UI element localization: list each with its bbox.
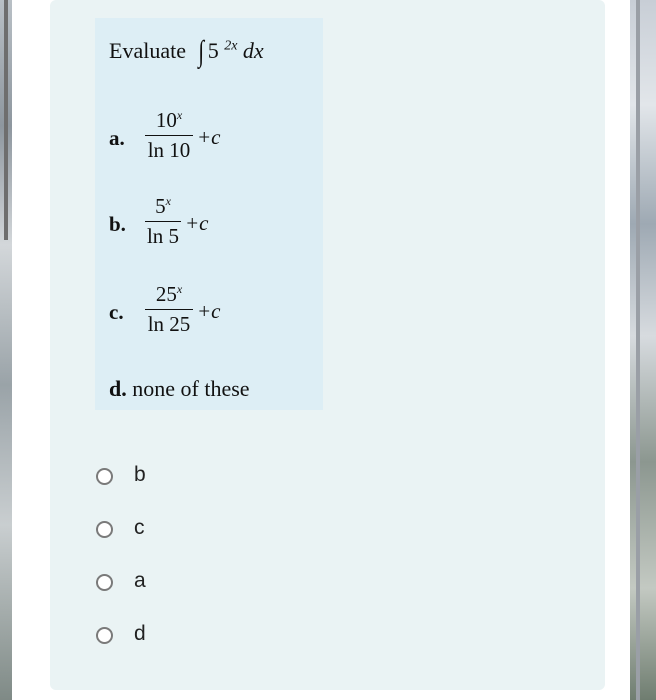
integral-sign: ∫	[198, 35, 205, 68]
numerator-exponent: x	[176, 282, 183, 296]
option-d	[109, 376, 250, 402]
question-prompt	[109, 32, 264, 66]
constant-text: +c	[197, 125, 221, 149]
option-letter: c.	[109, 300, 124, 324]
option-letter: a.	[109, 126, 125, 150]
fraction-denominator: ln 5	[146, 224, 180, 248]
option-d-text: none of these	[132, 376, 250, 401]
fraction-numerator	[145, 194, 181, 219]
radio-button[interactable]	[96, 627, 113, 644]
fraction-numerator	[145, 108, 193, 133]
fraction-bar	[145, 135, 193, 136]
question-image	[95, 18, 323, 410]
constant-text: +c	[185, 211, 209, 235]
answer-choice-b[interactable]	[96, 462, 146, 515]
option-letter: b.	[109, 212, 126, 236]
background-photo-right	[630, 0, 656, 700]
fraction-numerator	[145, 282, 193, 307]
numerator-base: 25	[155, 282, 177, 306]
right-edge-bar	[636, 0, 640, 700]
option-letter: d.	[109, 376, 127, 401]
choice-label[interactable]: d	[134, 622, 146, 645]
option-fraction	[145, 108, 193, 163]
answer-choice-d[interactable]	[96, 621, 146, 674]
left-edge-bar	[4, 0, 8, 240]
fraction-denominator: ln 25	[147, 312, 191, 336]
numerator-exponent: x	[176, 108, 183, 122]
option-constant	[197, 125, 221, 150]
radio-button[interactable]	[96, 468, 113, 485]
integrand-base: 5	[207, 38, 219, 63]
option-constant	[185, 211, 209, 236]
option-constant	[197, 299, 221, 324]
differential: dx	[242, 38, 264, 63]
fraction-bar	[145, 221, 181, 222]
fraction-denominator: ln 10	[147, 138, 191, 162]
answer-choice-c[interactable]	[96, 515, 146, 568]
choice-label[interactable]: a	[134, 569, 146, 592]
answer-choices	[96, 462, 146, 674]
question-card	[50, 0, 605, 690]
integrand-exponent: 2x	[224, 38, 238, 54]
prompt-prefix: Evaluate	[109, 38, 186, 63]
choice-label[interactable]: b	[134, 463, 146, 486]
option-fraction	[145, 282, 193, 337]
numerator-base: 5	[155, 194, 166, 218]
radio-button[interactable]	[96, 521, 113, 538]
background-photo-left	[0, 0, 12, 700]
numerator-exponent: x	[165, 194, 171, 208]
numerator-base: 10	[155, 108, 177, 132]
constant-text: +c	[197, 299, 221, 323]
fraction-bar	[145, 309, 193, 310]
radio-button[interactable]	[96, 574, 113, 591]
answer-choice-a[interactable]	[96, 568, 146, 621]
option-fraction	[145, 194, 181, 249]
choice-label[interactable]: c	[134, 516, 145, 539]
